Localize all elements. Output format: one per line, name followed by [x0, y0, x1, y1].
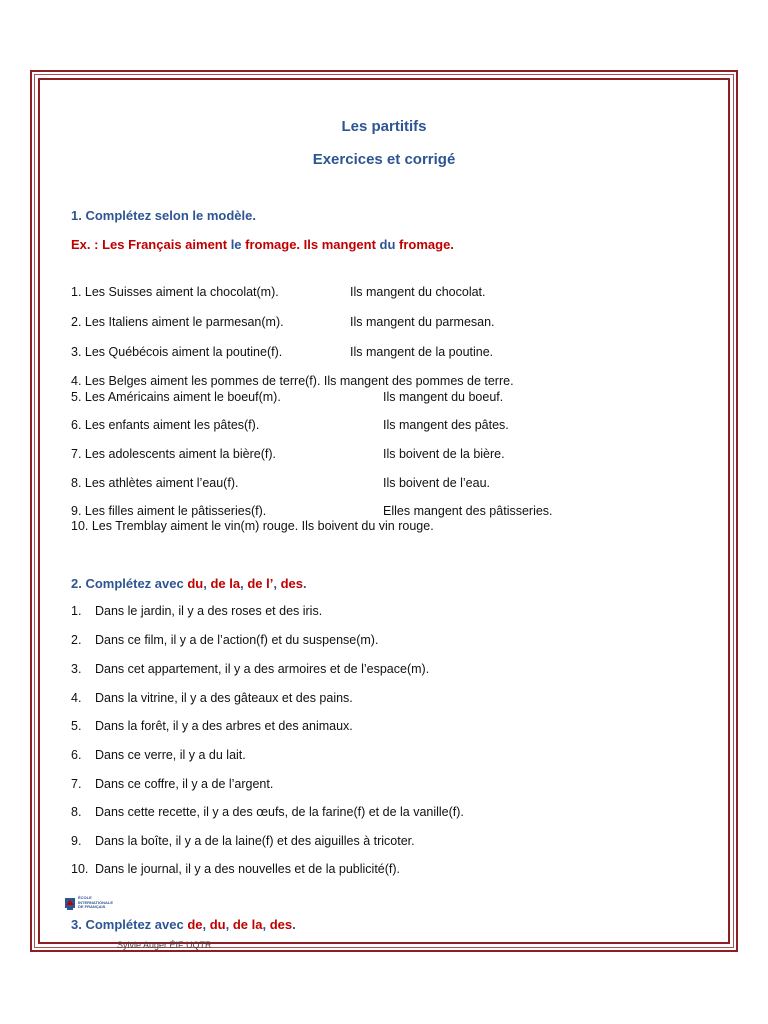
item-number: 6.	[71, 748, 82, 762]
s2-item-10	[71, 862, 401, 876]
section3-heading-text: 3. Complétez avec	[71, 917, 188, 932]
s1-item-3-right: Ils mangent de la poutine.	[350, 345, 494, 359]
s1-item-5-right: Ils mangent du boeuf.	[383, 390, 504, 404]
item-number: 4.	[71, 691, 82, 705]
item-text: Dans la forêt, il y a des arbres et des animaux.	[95, 719, 353, 733]
s2-item-1	[71, 604, 323, 618]
section1-example	[71, 237, 454, 252]
separator: ,	[240, 576, 248, 591]
example-part: Ex. : Les Français aiment	[71, 237, 231, 252]
item-number: 9.	[71, 834, 82, 848]
s1-item-5-left: 5. Les Américains aiment le boeuf(m).	[71, 390, 281, 404]
separator: ,	[225, 917, 233, 932]
logo-line: INTERNATIONALE	[78, 899, 114, 905]
example-partitive: du	[379, 237, 396, 252]
separator: ,	[273, 576, 281, 591]
section1-heading	[71, 208, 256, 223]
article-des: des	[280, 576, 303, 591]
article-du: du	[187, 576, 204, 591]
article-de: de	[187, 917, 203, 932]
logo-line: ÉCOLE	[78, 895, 92, 900]
article-du: du	[209, 917, 226, 932]
s1-item-6-left: 6. Les enfants aiment les pâtes(f).	[71, 418, 260, 432]
example-part: fromage. Ils mangent	[241, 237, 380, 252]
item-text: Dans ce film, il y a de l’action(f) et du suspense(m).	[95, 633, 379, 647]
s1-item-8-left: 8. Les athlètes aiment l’eau(f).	[71, 476, 239, 490]
item-text: Dans la boîte, il y a de la laine(f) et des aiguilles à tricoter.	[95, 834, 415, 848]
s1-item-6-right: Ils mangent des pâtes.	[383, 418, 509, 432]
separator: ,	[262, 917, 270, 932]
s1-item-10: 10. Les Tremblay aiment le vin(m) rouge. Ils boivent du vin rouge.	[71, 519, 434, 533]
item-number: 8.	[71, 805, 82, 819]
heading-period: .	[302, 576, 307, 591]
page-title: Les partitifs	[341, 118, 427, 135]
article-des: des	[269, 917, 293, 932]
s2-item-9	[71, 834, 415, 848]
example-part: fromage.	[395, 237, 454, 252]
item-number: 5.	[71, 719, 82, 733]
article-de-la: de la	[210, 576, 241, 591]
s2-item-4	[71, 691, 353, 705]
s2-item-3	[71, 662, 430, 676]
s2-item-6	[71, 748, 246, 762]
item-number: 1.	[71, 604, 82, 618]
item-text: Dans cette recette, il y a des œufs, de la farine(f) et de la vanille(f).	[95, 805, 464, 819]
separator: ,	[202, 917, 210, 932]
s1-item-9-right: Elles mangent des pâtisseries.	[383, 504, 553, 518]
item-text: Dans le jardin, il y a des roses et des iris.	[95, 604, 323, 618]
item-text: Dans cet appartement, il y a des armoires et de l’espace(m).	[95, 662, 430, 676]
s1-item-1-left: 1. Les Suisses aiment la chocolat(m).	[71, 285, 279, 299]
section2-heading	[71, 576, 307, 591]
item-number: 7.	[71, 777, 82, 791]
s2-item-7	[71, 777, 274, 791]
item-text: Dans le journal, il y a des nouvelles et de la publicité(f).	[95, 862, 401, 876]
s2-item-2	[71, 633, 379, 647]
s1-item-2-right: Ils mangent du parmesan.	[350, 315, 495, 329]
s1-item-4: 4. Les Belges aiment les pommes de terre(f). Ils mangent des pommes de terre.	[71, 374, 514, 388]
s1-item-1-right: Ils mangent du chocolat.	[350, 285, 486, 299]
school-logo-text	[78, 896, 113, 910]
section1-number: 1.	[71, 208, 82, 223]
heading-period: .	[292, 917, 296, 932]
s1-item-9-left: 9. Les filles aiment le pâtisseries(f).	[71, 504, 267, 518]
article-de-la: de la	[232, 917, 263, 932]
logo-line: DE FRANÇAIS	[78, 904, 106, 909]
s1-item-8-right: Ils boivent de l’eau.	[383, 476, 491, 490]
example-article: le	[230, 237, 242, 252]
section1-heading-text: Complétez selon le modèle.	[85, 208, 256, 223]
item-number: 10.	[71, 862, 89, 876]
s1-item-7-right: Ils boivent de la bière.	[383, 447, 505, 461]
s2-item-8	[71, 805, 464, 819]
s1-item-3-left: 3. Les Québécois aiment la poutine(f).	[71, 345, 283, 359]
item-number: 2.	[71, 633, 82, 647]
s2-item-5	[71, 719, 353, 733]
s1-item-2-left: 2. Les Italiens aiment le parmesan(m).	[71, 315, 284, 329]
item-number: 3.	[71, 662, 82, 676]
item-text: Dans la vitrine, il y a des gâteaux et des pains.	[95, 691, 353, 705]
item-text: Dans ce verre, il y a du lait.	[95, 748, 246, 762]
section2-heading-text: 2. Complétez avec	[71, 576, 188, 591]
section3-heading	[71, 917, 296, 932]
item-text: Dans ce coffre, il y a de l’argent.	[95, 777, 274, 791]
school-logo	[64, 896, 124, 912]
page-subtitle: Exercices et corrigé	[312, 151, 456, 168]
separator: ,	[203, 576, 211, 591]
s1-item-7-left: 7. Les adolescents aiment la bière(f).	[71, 447, 276, 461]
article-de-l: de l’	[247, 576, 274, 591]
footer-credit: Sylvie Auger ÉIF UQTR	[117, 940, 212, 950]
